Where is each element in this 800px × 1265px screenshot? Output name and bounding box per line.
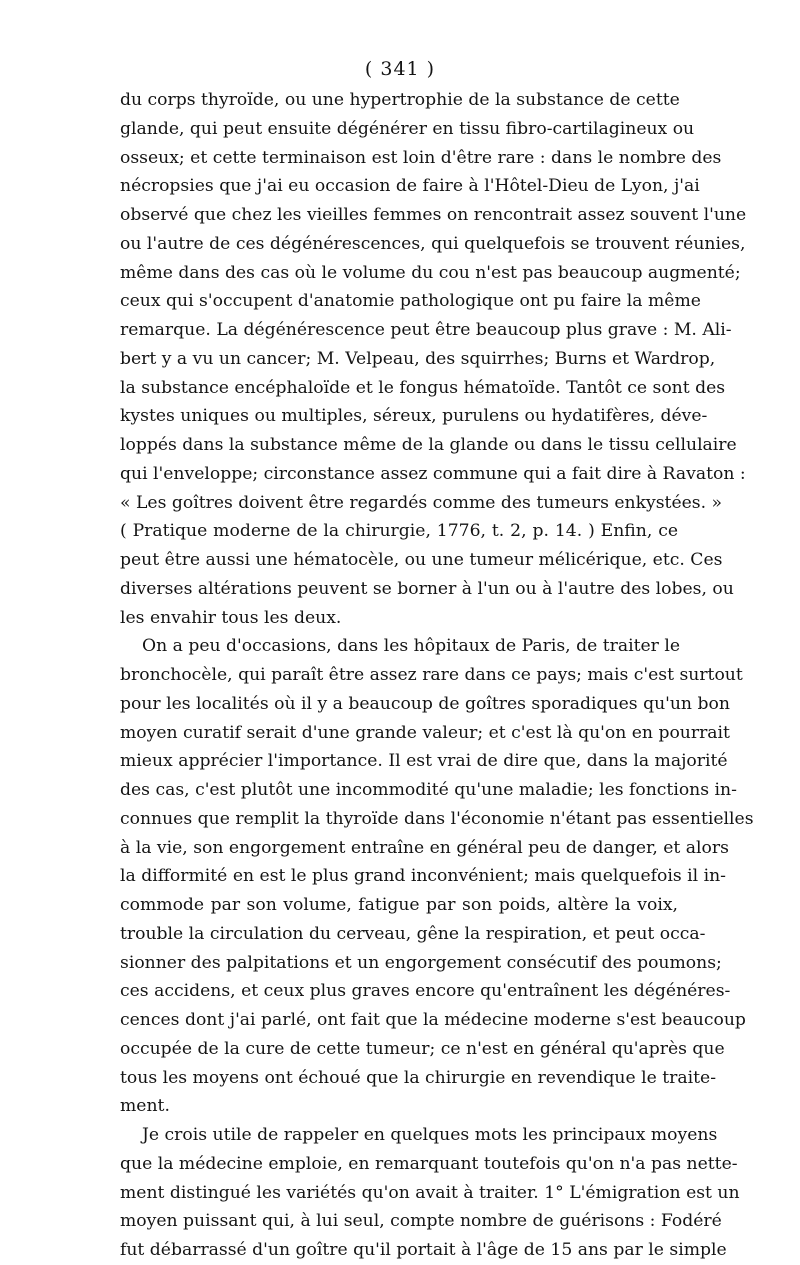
text-line: à la vie, son engorgement entraîne en général peu de danger, et alors (120, 837, 729, 858)
text-line: moyen curatif serait d'une grande valeur; et c'est là qu'on en pourrait (120, 722, 730, 743)
text-line: des cas, c'est plutôt une incommodité qu'une maladie; les fonctions in- (120, 780, 737, 800)
text-line: connues que remplit la thyroïde dans l'économie n'étant pas essentielles (120, 808, 754, 829)
text-line: tous les moyens ont échoué que la chirurgie en revendique le traite- (120, 1067, 717, 1088)
text-line: cences dont j'ai parlé, ont fait que la médecine moderne s'est beaucoup (120, 1010, 746, 1030)
text-line: ment distingué les variétés qu'on avait à traiter. 1° L'émigration est un (120, 1182, 740, 1203)
text-line: On a peu d'occasions, dans les hôpitaux de Paris, de traiter le (142, 636, 681, 657)
text-line: moyen puissant qui, à lui seul, compte nombre de guérisons : Fodéré (120, 1211, 722, 1232)
text-line: ment. (120, 1096, 170, 1117)
text-line: commode par son volume, fatigue par son poids, altère la voix, (120, 895, 678, 915)
text-line: qui l'enveloppe; circonstance assez commune qui a fait dire à Ravaton : (120, 463, 746, 484)
text-line: « Les goîtres doivent être regardés comme des tumeurs enkystées. » (120, 492, 723, 513)
text-line: bronchocèle, qui paraît être assez rare dans ce pays; mais c'est surtout (120, 665, 743, 685)
text-line: ou l'autre de ces dégénérescences, qui quelquefois se trouvent réunies, (120, 233, 746, 254)
text-line: du corps thyroïde, ou une hypertrophie de la substance de cette (120, 90, 680, 110)
text-line: diverses altérations peuvent se borner à l'un ou à l'autre des lobes, ou (120, 578, 734, 599)
text-line: mieux apprécier l'importance. Il est vrai de dire que, dans la majorité (120, 751, 728, 772)
text-line: sionner des palpitations et un engorgement consécutif des poumons; (120, 952, 722, 973)
text-line: loppés dans la substance même de la glande ou dans le tissu cellulaire (120, 435, 737, 455)
text-line: bert y a vu un cancer; M. Velpeau, des squirrhes; Burns et Wardrop, (120, 348, 716, 369)
text-line: que la médecine emploie, en remarquant toutefois qu'on n'a pas nette- (120, 1153, 738, 1174)
text-line: remarque. La dégénérescence peut être beaucoup plus grave : M. Ali- (120, 320, 732, 340)
text-line: kystes uniques ou multiples, séreux, purulens ou hydatifères, déve- (120, 406, 708, 427)
text-line: observé que chez les vieilles femmes on rencontrait assez souvent l'une (120, 205, 747, 225)
text-line: ceux qui s'occupent d'anatomie pathologique ont pu faire la même (120, 291, 701, 312)
text-line: peut être aussi une hématocèle, ou une tumeur mélicérique, etc. Ces (120, 550, 723, 570)
text-line: la substance encéphaloïde et le fongus hématoïde. Tantôt ce sont des (120, 377, 726, 398)
body-text (120, 86, 754, 1265)
text-line: glande, qui peut ensuite dégénérer en tissu fibro-cartilagineux ou (120, 118, 695, 139)
text-line: pour les localités où il y a beaucoup de goîtres sporadiques qu'un bon (120, 693, 730, 714)
text-line: la difformité en est le plus grand inconvénient; mais quelquefois il in- (120, 866, 726, 887)
text-line: fut débarrassé d'un goître qu'il portait à l'âge de 15 ans par le simple (120, 1240, 727, 1260)
text-line: occupée de la cure de cette tumeur; ce n'est en général qu'après que (120, 1038, 725, 1059)
page-number: ( 341 ) (364, 58, 436, 80)
text-line: nécropsies que j'ai eu occasion de faire à l'Hôtel-Dieu de Lyon, j'ai (120, 176, 700, 197)
text-line: les envahir tous les deux. (120, 607, 342, 628)
text-line: même dans des cas où le volume du cou n'est pas beaucoup augmenté; (120, 262, 741, 283)
text-line: Je crois utile de rappeler en quelques mots les principaux moyens (142, 1125, 718, 1145)
text-line: ces accidens, et ceux plus graves encore qu'entraînent les dégénéres- (120, 981, 731, 1002)
text-line: osseux; et cette terminaison est loin d'être rare : dans le nombre des (120, 147, 722, 168)
text-line: ( Pratique moderne de la chirurgie, 1776, t. 2, p. 14. ) Enfin, ce (120, 521, 678, 542)
text-line: trouble la circulation du cerveau, gêne la respiration, et peut occa- (120, 923, 706, 944)
